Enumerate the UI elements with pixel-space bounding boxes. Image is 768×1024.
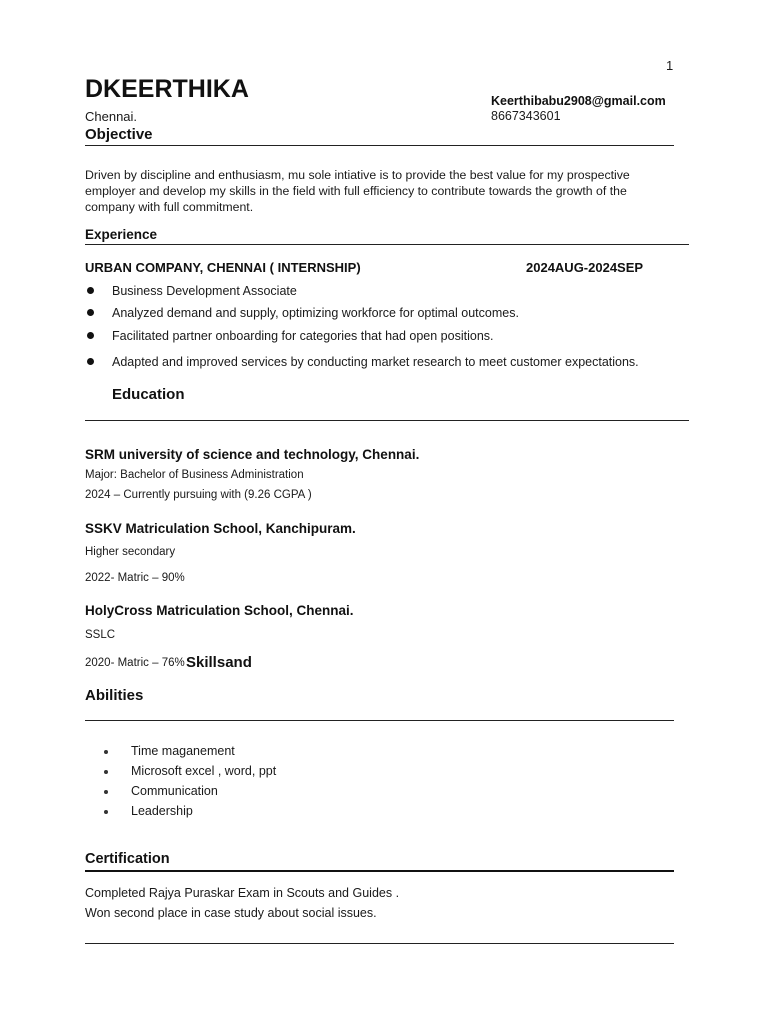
skills-divider	[85, 720, 674, 721]
certification-line-1: Completed Rajya Puraskar Exam in Scouts and Guides .	[85, 886, 400, 900]
abilities-heading: Abilities	[85, 687, 144, 704]
bullet-icon	[87, 332, 94, 339]
objective-line-1: Driven by discipline and enthusiasm, mu sole intiative is to provide the best value for my prospective	[85, 168, 630, 182]
objective-line-3: company with full commitment.	[85, 200, 254, 214]
experience-bullet-3: Facilitated partner onboarding for categories that had open positions.	[112, 329, 494, 343]
certification-divider	[85, 870, 674, 872]
company-name: URBAN COMPANY, CHENNAI ( INTERNSHIP)	[85, 260, 361, 275]
school-name: SSKV Matriculation School, Kanchipuram.	[85, 521, 356, 536]
school-detail: 2022- Matric – 90%	[85, 572, 185, 584]
skill-item: Communication	[131, 784, 218, 798]
experience-dates: 2024AUG-2024SEP	[526, 260, 644, 275]
certification-heading: Certification	[85, 851, 170, 867]
skill-item: Leadership	[131, 804, 193, 818]
experience-heading: Experience	[85, 227, 158, 242]
objective-line-2: employer and develop my skills in the field with full efficiency to contribute towards the growth of the	[85, 184, 627, 198]
school-detail: Higher secondary	[85, 546, 176, 558]
bullet-icon	[104, 810, 108, 814]
education-divider	[85, 420, 689, 421]
bullet-icon	[104, 790, 108, 794]
school-detail: 2024 – Currently pursuing with (9.26 CGPA )	[85, 489, 312, 501]
page-number: 1	[666, 58, 674, 73]
school-detail: Major: Bachelor of Business Administration	[85, 469, 304, 481]
experience-bullet-4: Adapted and improved services by conducting market research to meet customer expectations.	[112, 355, 639, 369]
bullet-icon	[87, 309, 94, 316]
bullet-icon	[87, 287, 94, 294]
school-detail: 2020- Matric – 76%	[85, 657, 185, 669]
skills-heading: Skillsand	[186, 654, 252, 671]
objective-divider	[85, 145, 674, 146]
bullet-icon	[104, 750, 108, 754]
location: Chennai.	[85, 109, 138, 124]
school-name: SRM university of science and technology, Chennai.	[85, 447, 420, 462]
bullet-icon	[87, 358, 94, 365]
experience-divider	[85, 244, 689, 245]
school-name: HolyCross Matriculation School, Chennai.	[85, 603, 354, 618]
skill-item: Time maganement	[131, 744, 235, 758]
objective-heading: Objective	[85, 126, 153, 143]
certification-line-2: Won second place in case study about social issues.	[85, 906, 377, 920]
experience-bullet-2: Analyzed demand and supply, optimizing workforce for optimal outcomes.	[112, 306, 519, 320]
education-heading: Education	[112, 386, 185, 403]
candidate-name: DKEERTHIKA	[85, 75, 249, 103]
school-detail: SSLC	[85, 629, 116, 641]
experience-bullet-1: Business Development Associate	[112, 284, 297, 298]
skill-item: Microsoft excel , word, ppt	[131, 764, 277, 778]
bullet-icon	[104, 770, 108, 774]
email: Keerthibabu2908@gmail.com	[491, 94, 666, 108]
footer-divider	[85, 943, 674, 944]
phone: 8667343601	[491, 109, 561, 123]
